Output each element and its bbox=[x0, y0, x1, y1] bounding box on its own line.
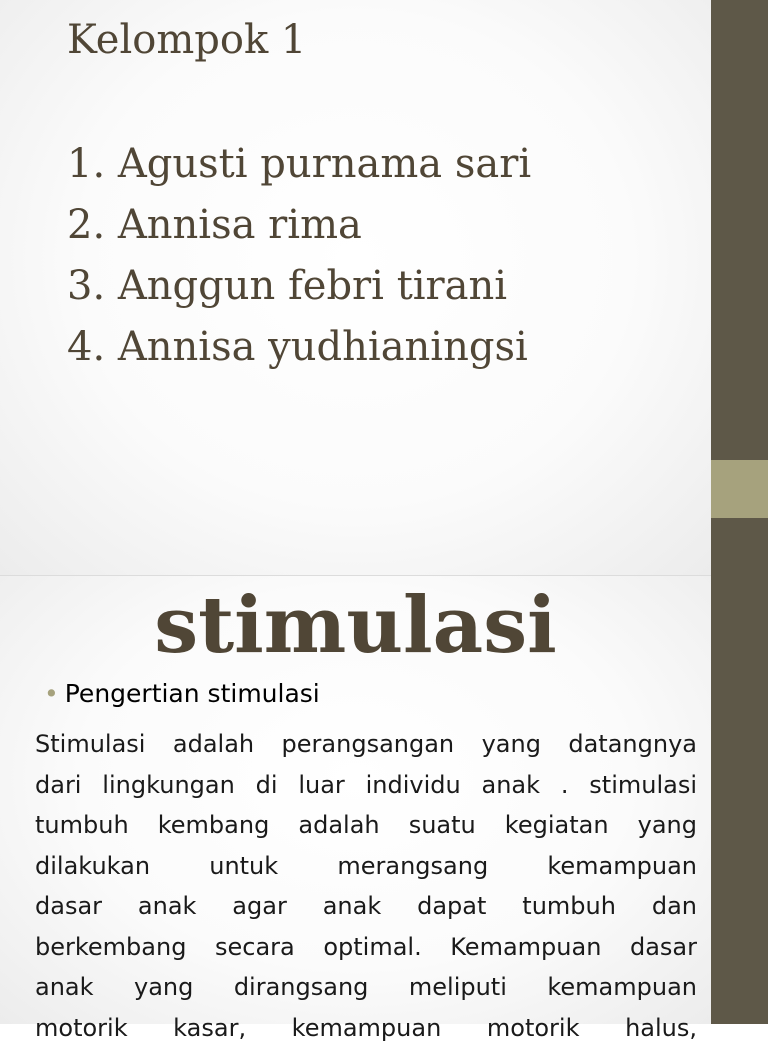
theme-sidebar-accent bbox=[711, 460, 768, 518]
round-bullet-icon: • bbox=[44, 679, 59, 708]
paragraph-line: tumbuh kembang adalah suatu kegiatan yang bbox=[35, 805, 697, 846]
member-item: 2. Annisa rima bbox=[67, 195, 531, 256]
paragraph-line: dari lingkungan di luar individu anak . stimulasi bbox=[35, 765, 697, 806]
paragraph-line: dilakukan untuk merangsang kemampuan bbox=[35, 846, 697, 887]
slide-2-title: stimulasi bbox=[0, 578, 711, 674]
member-list bbox=[67, 134, 531, 378]
paragraph-line: Stimulasi adalah perangsangan yang datangnya bbox=[35, 724, 697, 765]
bullet-label: Pengertian stimulasi bbox=[65, 679, 320, 708]
paragraph-line: dasar anak agar anak dapat tumbuh dan bbox=[35, 886, 697, 927]
bullet-item bbox=[44, 674, 320, 714]
member-item: 4. Annisa yudhianingsi bbox=[67, 317, 531, 378]
member-item: 3. Anggun febri tirani bbox=[67, 256, 531, 317]
paragraph-line: berkembang secara optimal. Kemampuan dasar bbox=[35, 927, 697, 968]
definition-paragraph bbox=[35, 724, 697, 1048]
paragraph-line: anak yang dirangsang meliputi kemampuan bbox=[35, 967, 697, 1008]
slide-1-title: Kelompok 1 bbox=[67, 14, 306, 66]
member-item: 1. Agusti purnama sari bbox=[67, 134, 531, 195]
paragraph-line: motorik kasar, kemampuan motorik halus, bbox=[35, 1008, 697, 1048]
